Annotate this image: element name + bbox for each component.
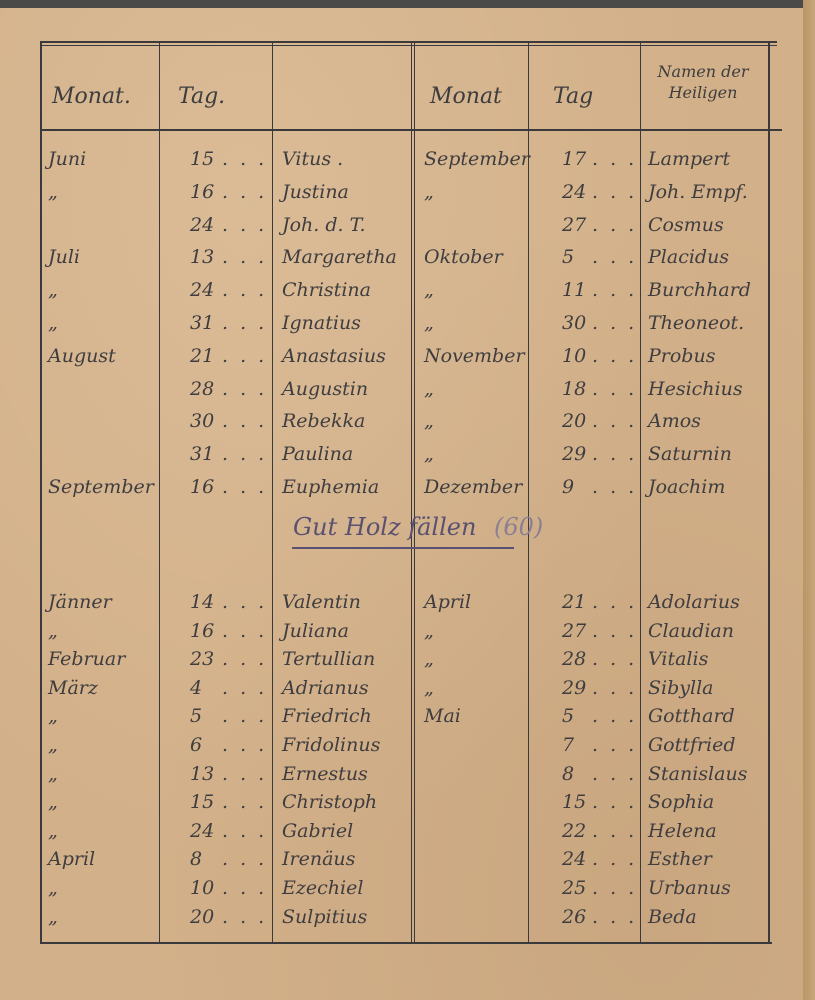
leader-dots: . . . [222, 213, 268, 236]
left-month-cell: Jänner [48, 591, 112, 613]
right-month-cell: „ [424, 648, 434, 671]
leader-dots: . . . [222, 877, 268, 899]
leader-dots: . . . [222, 734, 268, 756]
left-saint-cell: Valentin [282, 591, 361, 613]
header-left-month: Monat. [52, 84, 131, 109]
leader-dots: . . . [592, 591, 638, 613]
right-month-cell: Mai [424, 705, 461, 728]
left-day-cell: 28 [190, 377, 215, 400]
right-month-cell: „ [424, 676, 434, 699]
left-day-cell: 5 [190, 705, 203, 728]
leader-dots: . . . [592, 848, 638, 871]
left-month-cell: April [48, 848, 96, 871]
leader-dots: . . . [592, 180, 638, 203]
leader-dots: . . . [222, 676, 268, 699]
leader-dots: . . . [592, 905, 638, 928]
left-day-cell: 4 [190, 676, 203, 699]
leader-dots: . . . [222, 148, 268, 170]
left-day-cell: 24 [190, 213, 215, 236]
right-month-cell: November [424, 344, 525, 367]
left-saint-cell: Vitus . [282, 148, 344, 170]
header-right-month: Monat [430, 84, 502, 109]
right-month-cell: „ [424, 180, 434, 203]
header-right-day: Tag [553, 84, 594, 109]
left-day-cell: 13 [190, 246, 215, 269]
left-day-cell: 16 [190, 476, 215, 498]
leader-dots: . . . [222, 762, 268, 785]
right-day-cell: 29 [562, 676, 587, 699]
leader-dots: . . . [592, 676, 638, 699]
right-saint-cell: Beda [648, 905, 697, 928]
right-saint-cell: Helena [648, 819, 717, 842]
right-saint-cell: Theoneot. [648, 312, 745, 334]
right-day-cell: 22 [562, 819, 587, 842]
left-day-cell: 14 [190, 591, 215, 613]
left-month-cell: „ [48, 705, 58, 728]
left-saint-cell: Rebekka [282, 410, 366, 433]
left-saint-cell: Joh. d. T. [282, 213, 366, 236]
col-rule-3 [411, 41, 412, 944]
left-month-cell: „ [48, 734, 58, 756]
left-month-cell: Februar [48, 648, 126, 671]
right-saint-cell: Gotthard [648, 705, 735, 728]
right-day-cell: 27 [562, 213, 587, 236]
section-underline [292, 547, 514, 549]
right-day-cell: 8 [562, 762, 575, 785]
left-month-cell: „ [48, 877, 58, 899]
right-day-cell: 5 [562, 246, 575, 269]
leader-dots: . . . [592, 279, 638, 302]
left-saint-cell: Christoph [282, 791, 378, 814]
leader-dots: . . . [592, 791, 638, 814]
leader-dots: . . . [592, 410, 638, 433]
left-day-cell: 8 [190, 848, 203, 871]
right-saint-cell: Placidus [648, 246, 730, 269]
left-saint-cell: Gabriel [282, 819, 354, 842]
leader-dots: . . . [592, 148, 638, 170]
right-saint-cell: Vitalis [648, 648, 709, 671]
left-saint-cell: Ignatius [282, 312, 361, 334]
col-rule-2 [272, 41, 273, 944]
col-rule-1 [159, 41, 160, 944]
leader-dots: . . . [222, 591, 268, 613]
right-month-cell: „ [424, 279, 434, 302]
left-month-cell: „ [48, 819, 58, 842]
right-month-cell: Oktober [424, 246, 503, 269]
frame-left [40, 41, 42, 944]
leader-dots: . . . [222, 791, 268, 814]
leader-dots: . . . [222, 279, 268, 302]
right-day-cell: 17 [562, 148, 587, 170]
right-month-cell: „ [424, 377, 434, 400]
right-day-cell: 7 [562, 734, 575, 756]
leader-dots: . . . [592, 246, 638, 269]
leader-dots: . . . [222, 648, 268, 671]
col-rule-4 [528, 41, 529, 944]
right-day-cell: 10 [562, 344, 587, 367]
left-saint-cell: Anastasius [282, 344, 386, 367]
leader-dots: . . . [222, 476, 268, 498]
leader-dots: . . . [222, 705, 268, 728]
left-day-cell: 16 [190, 619, 215, 642]
leader-dots: . . . [592, 734, 638, 756]
right-saint-cell: Burchhard [648, 279, 751, 302]
right-saint-cell: Stanislaus [648, 762, 748, 785]
right-saint-cell: Saturnin [648, 443, 732, 466]
right-saint-cell: Joh. Empf. [648, 180, 748, 203]
left-saint-cell: Ezechiel [282, 877, 364, 899]
leader-dots: . . . [592, 213, 638, 236]
leader-dots: . . . [222, 443, 268, 466]
leader-dots: . . . [592, 819, 638, 842]
right-day-cell: 15 [562, 791, 587, 814]
right-day-cell: 24 [562, 180, 587, 203]
right-saint-cell: Probus [648, 344, 716, 367]
frame-bottom [40, 942, 772, 944]
left-saint-cell: Irenäus [282, 848, 356, 871]
right-day-cell: 25 [562, 877, 587, 899]
right-month-cell: „ [424, 443, 434, 466]
right-saint-cell: Adolarius [648, 591, 740, 613]
left-saint-cell: Ernestus [282, 762, 368, 785]
leader-dots: . . . [222, 180, 268, 203]
section-number: (60) [494, 513, 544, 541]
left-day-cell: 31 [190, 312, 215, 334]
col-rule-5 [640, 41, 641, 944]
right-month-cell: „ [424, 312, 434, 334]
leader-dots: . . . [592, 648, 638, 671]
left-saint-cell: Euphemia [282, 476, 380, 498]
left-month-cell: „ [48, 791, 58, 814]
leader-dots: . . . [592, 312, 638, 334]
left-day-cell: 6 [190, 734, 203, 756]
right-day-cell: 21 [562, 591, 587, 613]
right-day-cell: 30 [562, 312, 587, 334]
left-month-cell: „ [48, 279, 58, 302]
leader-dots: . . . [592, 762, 638, 785]
left-day-cell: 10 [190, 877, 215, 899]
left-month-cell: August [48, 344, 116, 367]
left-month-cell: „ [48, 312, 58, 334]
leader-dots: . . . [222, 246, 268, 269]
left-day-cell: 30 [190, 410, 215, 433]
left-day-cell: 15 [190, 148, 215, 170]
right-month-cell: Dezember [424, 476, 523, 498]
left-saint-cell: Juliana [282, 619, 349, 642]
right-saint-cell: Claudian [648, 619, 734, 642]
frame-top-inner [40, 45, 777, 46]
left-saint-cell: Christina [282, 279, 371, 302]
left-saint-cell: Adrianus [282, 676, 369, 699]
leader-dots: . . . [592, 344, 638, 367]
leader-dots: . . . [222, 848, 268, 871]
right-saint-cell: Esther [648, 848, 712, 871]
leader-dots: . . . [222, 410, 268, 433]
left-day-cell: 31 [190, 443, 215, 466]
header-saints: Namen der Heiligen [657, 62, 749, 102]
right-day-cell: 5 [562, 705, 575, 728]
leader-dots: . . . [222, 819, 268, 842]
header-left-day: Tag. [178, 84, 226, 109]
left-day-cell: 24 [190, 819, 215, 842]
left-day-cell: 20 [190, 905, 215, 928]
right-saint-cell: Sibylla [648, 676, 714, 699]
right-day-cell: 24 [562, 848, 587, 871]
frame-right [768, 41, 770, 944]
section-title: Gut Holz fällen [293, 513, 477, 541]
leader-dots: . . . [592, 476, 638, 498]
left-saint-cell: Fridolinus [282, 734, 381, 756]
left-month-cell: Juli [48, 246, 81, 269]
right-day-cell: 26 [562, 905, 587, 928]
right-month-cell: „ [424, 619, 434, 642]
leader-dots: . . . [222, 905, 268, 928]
right-saint-cell: Lampert [648, 148, 731, 170]
right-day-cell: 29 [562, 443, 587, 466]
right-saint-cell: Urbanus [648, 877, 731, 899]
left-saint-cell: Augustin [282, 377, 369, 400]
leader-dots: . . . [222, 619, 268, 642]
left-saint-cell: Margaretha [282, 246, 397, 269]
right-day-cell: 9 [562, 476, 575, 498]
right-saint-cell: Gottfried [648, 734, 736, 756]
left-month-cell: „ [48, 180, 58, 203]
leader-dots: . . . [592, 377, 638, 400]
right-day-cell: 27 [562, 619, 587, 642]
left-month-cell: Juni [48, 148, 87, 170]
left-month-cell: „ [48, 762, 58, 785]
col-rule-3b [414, 41, 415, 944]
right-day-cell: 28 [562, 648, 587, 671]
left-day-cell: 23 [190, 648, 215, 671]
left-day-cell: 21 [190, 344, 215, 367]
leader-dots: . . . [222, 344, 268, 367]
left-month-cell: März [48, 676, 98, 699]
left-month-cell: „ [48, 905, 58, 928]
left-day-cell: 15 [190, 791, 215, 814]
left-day-cell: 13 [190, 762, 215, 785]
right-month-cell: September [424, 148, 530, 170]
right-saint-cell: Hesichius [648, 377, 743, 400]
frame-top [40, 41, 777, 43]
right-saint-cell: Cosmus [648, 213, 724, 236]
left-saint-cell: Tertullian [282, 648, 376, 671]
leader-dots: . . . [592, 619, 638, 642]
left-saint-cell: Friedrich [282, 705, 372, 728]
leader-dots: . . . [222, 312, 268, 334]
left-month-cell: „ [48, 619, 58, 642]
left-day-cell: 24 [190, 279, 215, 302]
right-day-cell: 11 [562, 279, 587, 302]
right-saint-cell: Joachim [648, 476, 726, 498]
page-edge [803, 0, 815, 1000]
scanner-edge [0, 0, 815, 8]
left-saint-cell: Paulina [282, 443, 354, 466]
leader-dots: . . . [592, 705, 638, 728]
right-saint-cell: Sophia [648, 791, 715, 814]
right-month-cell: April [424, 591, 472, 613]
right-saint-cell: Amos [648, 410, 701, 433]
leader-dots: . . . [592, 877, 638, 899]
leader-dots: . . . [222, 377, 268, 400]
right-day-cell: 18 [562, 377, 587, 400]
right-month-cell: „ [424, 410, 434, 433]
right-day-cell: 20 [562, 410, 587, 433]
left-saint-cell: Sulpitius [282, 905, 368, 928]
left-saint-cell: Justina [282, 180, 349, 203]
left-day-cell: 16 [190, 180, 215, 203]
left-month-cell: September [48, 476, 154, 498]
leader-dots: . . . [592, 443, 638, 466]
